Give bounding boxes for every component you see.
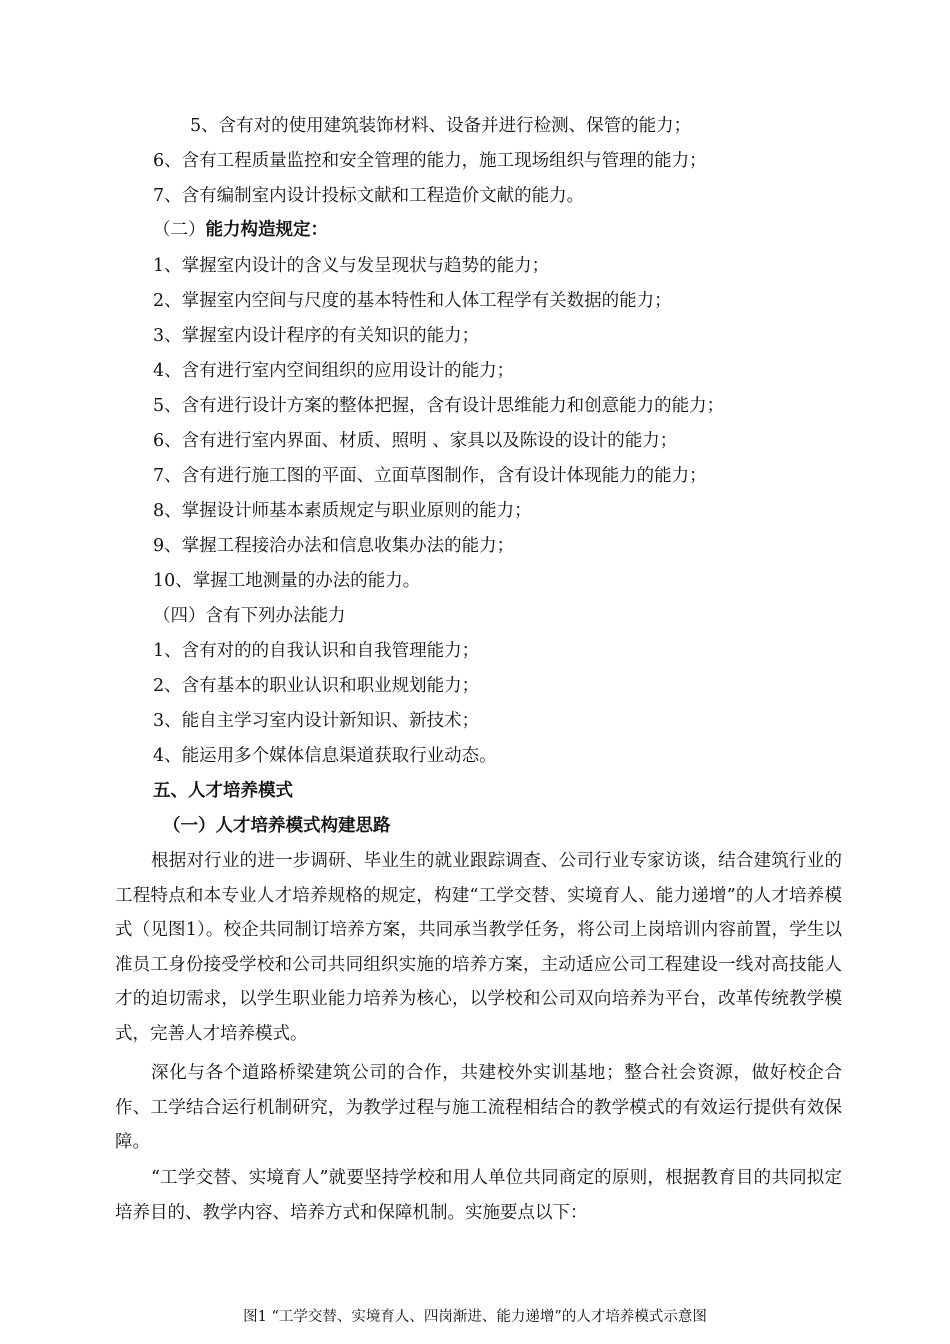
subsection-heading: （一）人才培养模式构建思路 bbox=[163, 816, 391, 836]
body-paragraph: “工学交替、实境育人”就要坚持学校和用人单位共同商定的原则，根据教育目的共同拟定培养目的、教学内容、培养方式和保障机制。实施要点以下： bbox=[115, 1168, 842, 1223]
list-item: 5、含有对的使用建筑装饰材料、设备并进行检测、保管的能力； bbox=[190, 116, 692, 136]
list-item: 3、掌握室内设计程序的有关知识的能力； bbox=[153, 326, 480, 346]
list-item: 9、掌握工程接洽办法和信息收集办法的能力； bbox=[153, 536, 515, 556]
chapter-heading: 五、人才培养模式 bbox=[153, 781, 293, 801]
section-heading bbox=[153, 218, 328, 242]
list-item: 7、含有进行施工图的平面、立面草图制作，含有设计体现能力的能力； bbox=[153, 466, 707, 486]
figure-caption: 图1 “工学交替、实境育人、四岗渐进、能力递增”的人才培养模式示意图 bbox=[243, 1309, 707, 1325]
list-item: 7、含有编制室内设计投标文献和工程造价文献的能力。 bbox=[153, 186, 585, 206]
list-item: 6、含有进行室内界面、材质、照明 、家具以及陈设的设计的能力； bbox=[153, 431, 678, 451]
body-paragraph: 深化与各个道路桥梁建筑公司的合作，共建校外实训基地；整合社会资源，做好校企合作、工学结合运行机制研究，为教学过程与施工流程相结合的教学模式的有效运行提供有效保障。 bbox=[115, 1063, 842, 1153]
heading-text: 能力构造规定： bbox=[205, 220, 328, 240]
body-paragraph: 根据对行业的进一步调研、毕业生的就业跟踪调查、公司行业专家访谈，结合建筑行业的工程特点和本专业人才培养规格的规定，构建“工学交替、实境育人、能力递增”的人才培养模式（见图1）。校企共同制订培养方案，共同承当教学任务，将公司上岗培训内容前置，学生以准员工身份接受学校和公司共同组织实施的培养方案，主动适应公司工程建设一线对高技能人才的迫切需求，以学生职业能力培养为核心，以学校和公司双向培养为平台，改革传统教学模式，完善人才培养模式。 bbox=[115, 851, 842, 1044]
list-item: 4、能运用多个媒体信息渠道获取行业动态。 bbox=[153, 746, 497, 766]
heading-prefix: （二） bbox=[153, 220, 206, 240]
list-item: 2、掌握室内空间与尺度的基本特性和人体工程学有关数据的能力； bbox=[153, 291, 672, 311]
list-item: 2、含有基本的职业认识和职业规划能力； bbox=[153, 676, 480, 696]
list-item: 6、含有工程质量监控和安全管理的能力，施工现场组织与管理的能力； bbox=[153, 151, 707, 171]
list-item: 1、掌握室内设计的含义与发呈现状与趋势的能力； bbox=[153, 256, 550, 276]
list-item: 4、含有进行室内空间组织的应用设计的能力； bbox=[153, 361, 515, 381]
list-item: 10、掌握工地测量的办法的能力。 bbox=[153, 571, 421, 591]
list-item: 1、含有对的的自我认识和自我管理能力； bbox=[153, 641, 480, 661]
section-heading: （四）含有下列办法能力 bbox=[153, 606, 346, 626]
list-item: 8、掌握设计师基本素质规定与职业原则的能力； bbox=[153, 501, 532, 521]
list-item: 3、能自主学习室内设计新知识、新技术； bbox=[153, 711, 480, 731]
list-item: 5、含有进行设计方案的整体把握，含有设计思维能力和创意能力的能力； bbox=[153, 396, 725, 416]
